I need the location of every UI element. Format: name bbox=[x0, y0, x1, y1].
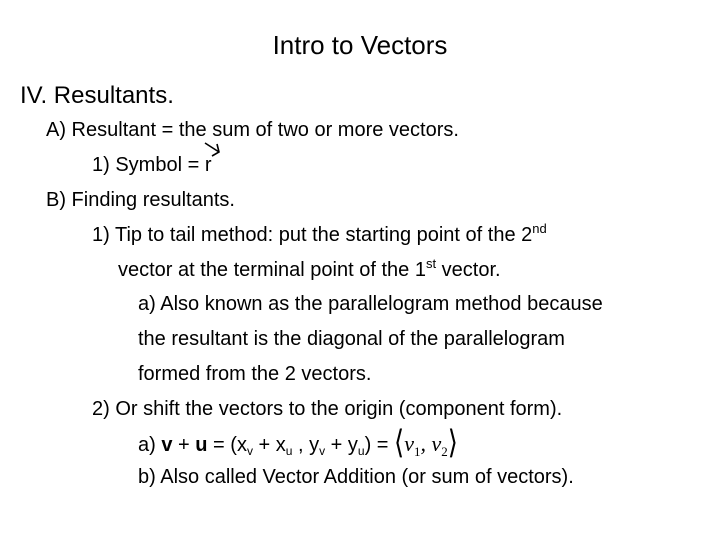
symbol-letter: r bbox=[204, 154, 212, 176]
right-angle-bracket-icon: ⟩ bbox=[447, 424, 458, 462]
left-angle-bracket-icon: ⟨ bbox=[394, 424, 405, 462]
component-v1: v bbox=[404, 431, 414, 456]
subscript-2: 2 bbox=[441, 444, 448, 459]
subscript: u bbox=[285, 444, 293, 458]
symbol-line bbox=[92, 153, 212, 177]
formula-part: + x bbox=[252, 434, 286, 456]
parallelogram-line-2: the resultant is the diagonal of the parallelogram bbox=[138, 328, 565, 350]
formula-part: + y bbox=[325, 434, 358, 456]
vector-arrow-icon bbox=[203, 139, 221, 157]
subscript: v bbox=[246, 444, 253, 458]
tip-to-tail-text-2: vector at the terminal point of the 1 bbox=[118, 259, 426, 281]
component-separator: , bbox=[420, 431, 432, 456]
section-heading: IV. Resultants. bbox=[20, 82, 174, 109]
tip-to-tail-text: 1) Tip to tail method: put the starting point of the 2 bbox=[92, 224, 533, 246]
formula-label: a) bbox=[138, 434, 162, 456]
formula-part: = (x bbox=[207, 434, 247, 456]
tip-to-tail-line-1 bbox=[92, 223, 547, 247]
component-formula bbox=[138, 424, 458, 464]
subscript-1: 1 bbox=[413, 444, 421, 459]
tip-to-tail-text-3: vector. bbox=[436, 259, 501, 281]
formula-part: , y bbox=[292, 434, 320, 456]
tip-to-tail-line-2 bbox=[118, 258, 501, 282]
component-v2: v bbox=[431, 431, 442, 456]
subscript: u bbox=[357, 444, 365, 458]
ordinal-nd: nd bbox=[532, 221, 547, 236]
finding-resultants: B) Finding resultants. bbox=[46, 189, 235, 211]
resultant-vector-symbol bbox=[205, 153, 212, 177]
plus-sign: + bbox=[172, 434, 196, 456]
symbol-label: 1) Symbol = bbox=[92, 154, 205, 176]
ordinal-st: st bbox=[425, 256, 437, 271]
slide-title: Intro to Vectors bbox=[272, 30, 448, 60]
vector-v: v bbox=[161, 434, 173, 456]
shift-origin-line: 2) Or shift the vectors to the origin (component form). bbox=[92, 398, 563, 420]
parallelogram-line-3: formed from the 2 vectors. bbox=[138, 363, 372, 385]
vector-addition-line: b) Also called Vector Addition (or sum of vectors). bbox=[138, 466, 574, 488]
subscript: v bbox=[319, 444, 326, 458]
vector-u: u bbox=[195, 434, 208, 456]
parallelogram-line-1: a) Also known as the parallelogram method because bbox=[138, 293, 603, 315]
formula-part: ) = bbox=[364, 434, 395, 456]
resultant-definition: A) Resultant = the sum of two or more vectors. bbox=[46, 119, 459, 141]
